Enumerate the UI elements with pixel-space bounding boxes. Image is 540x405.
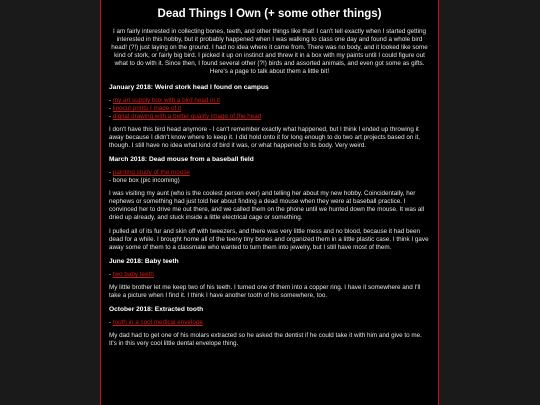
list-dash: - (109, 113, 113, 120)
list-dash: - (109, 319, 113, 326)
link-list-item (109, 177, 430, 185)
sections-container (109, 84, 430, 348)
plain-list-text: bone box (pic incoming) (112, 177, 180, 184)
section-link-list (109, 319, 430, 327)
section-link-list (109, 97, 430, 121)
image-link[interactable]: digital drawing with a better quality image of the head (112, 113, 262, 120)
page-container (100, 0, 439, 405)
section-paragraph: I don't have this bird head anymore - I can't remember exactly what happened, but I think I ended up throwing it away because I didn't know where to keep it. I did hold onto it for long enough to do two art projects based on it, though. I still have no idea what kind of bird it was, or what happened to its body. Very weird. (109, 126, 420, 149)
list-dash: - (109, 105, 113, 112)
link-list-item (109, 319, 430, 327)
image-link[interactable]: two baby teeth (112, 271, 154, 278)
link-list-item (109, 271, 430, 279)
section-paragraph: I pulled all of its fur and skin off with tweezers, and there was very little mess and no blood, because it had been dead for a while. I brought home all of the teeny tiny bones and organized them in a little plastic case. I think I gave away some of them to a classmate who wanted to turn them into jewelry, but I still have most of them. (109, 228, 429, 251)
section-title: June 2018: Baby teeth (109, 258, 179, 265)
list-dash: - (109, 177, 113, 184)
section-title: October 2018: Extracted tooth (109, 306, 204, 313)
link-list-item (109, 169, 430, 177)
section-paragraph: I was visiting my aunt (who is the coolest person ever) and telling her about my new hobby. Coincidentally, her nephews or something had just told her about finding a dead mouse when they were at baseball practice. I convinced her to drive me out there, and we called them on the phone until we hunted down the mouse. It was all dried up already, and stuck inside a little electrical cage or something. (109, 190, 425, 221)
list-dash: - (109, 97, 113, 104)
list-dash: - (109, 271, 113, 278)
section-link-list (109, 271, 430, 279)
list-dash: - (109, 169, 113, 176)
link-list-item (109, 97, 430, 105)
image-link[interactable]: tooth in a cool medical envelope (112, 319, 203, 326)
image-link[interactable]: my art supply box with a bird head in it (112, 97, 220, 104)
image-link[interactable]: painting study of the mouse (112, 169, 190, 176)
section-link-list (109, 169, 430, 185)
section-paragraph: My little brother let me keep two of his teeth. I turned one of them into a copper ring. I have it somewhere and I'll take a picture when I find it. I think I have another tooth of his somewhere, too. (109, 284, 421, 299)
intro-paragraph: I am fairly interested in collecting bones, teeth, and other things like that! I can't tell exactly when I started getting interested in this hobby, but it probably happened when I was walking to class one day and found a whole bird head! (?!) just laying on the ground. I had no idea where it came from. There was no body, and it looked like some kind of stork, or fairly big bird. I picked it up on instinct and threw it in a box with my paints until I could figure out what to do with it. Since then, I found several other (?!) birds and assorted animals, and even got some as gifts. Here's a page to talk about them a little bit! (111, 28, 428, 75)
page-title: Dead Things I Own (+ some other things) (157, 8, 382, 20)
link-list-item (109, 105, 430, 113)
section-paragraph: My dad had to get one of his molars extracted so he asked the dentist if he could take it with him and give to me. It's in this very cool little dental envelope thing. (109, 332, 422, 347)
section-title: March 2018: Dead mouse from a baseball field (109, 156, 254, 163)
section-title: January 2018: Weird stork head I found on campus (109, 84, 269, 91)
link-list-item (109, 113, 430, 121)
image-link[interactable]: linocut prints I made of it (112, 105, 182, 112)
